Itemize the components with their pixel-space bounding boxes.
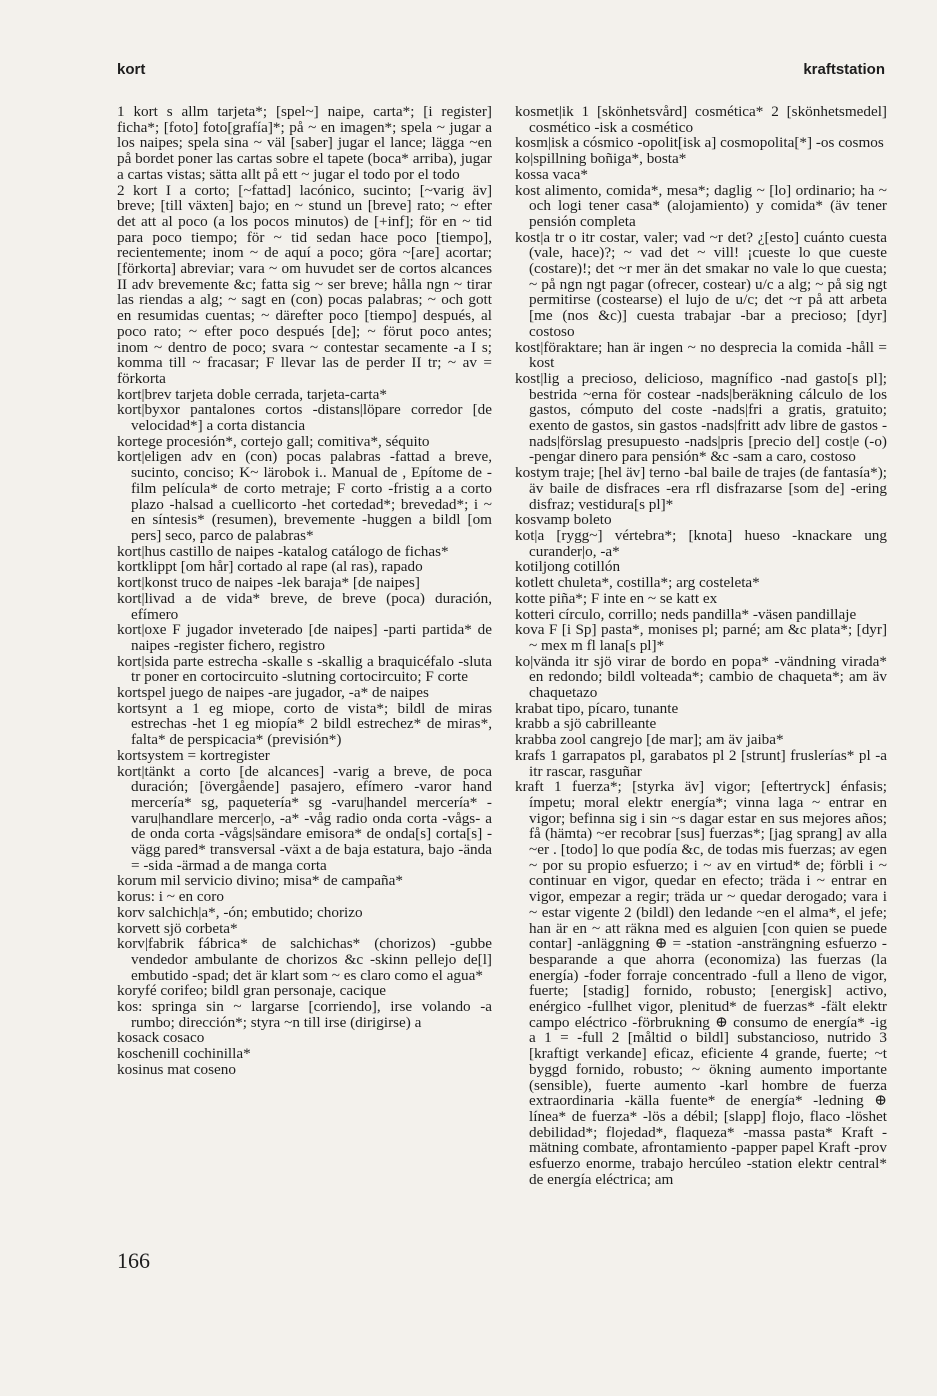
dictionary-entry: korus: i ~ en coro [117, 888, 224, 906]
dictionary-entry: krabba zool cangrejo [de mar]; am äv jaiba* [515, 731, 784, 749]
dictionary-entry: kort|livad a de vida* breve, de breve (poca) duración, efímero [117, 589, 492, 623]
dictionary-entry: kort|hus castillo de naipes -katalog catálogo de fichas* [117, 542, 449, 560]
dictionary-entry: kost|a tr o itr costar, valer; vad ~r det? ¿[esto] cuánto cuesta (vale, hace)?; ~ vad det ~ vill! ¡cueste lo que cueste (costare)!; det ~r mer än det smakar no vale lo que cuesta; ~ på ngn ngt pagar (ofrecer, costear) u/c a alg; ~ på sig ngt permitirse (costearse) el lujo de u/c; det ~r på att arbeta [me (nos &c)] cuesta trabajar -bar a precioso; [dyr] costoso [515, 228, 887, 340]
dictionary-entry: korv salchich|a*, -ón; embutido; chorizo [117, 903, 363, 921]
dictionary-entry: kost alimento, comida*, mesa*; daglig ~ [lo] ordinario; ha ~ och logi tener casa* (alojamiento) y comida* (äv tener pensión completa [515, 181, 887, 230]
dictionary-entry: kosmet|ik 1 [skönhetsvård] cosmética* 2 [skönhetsmedel] cosmético -isk a cosmético [515, 104, 887, 136]
dictionary-entry: krabb a sjö cabrilleante [515, 715, 657, 733]
dictionary-entry: kort|sida parte estrecha -skalle s -skallig a braquicéfalo -sluta tr poner en cortocircuito -slutning cortocircuito; F corte [117, 652, 492, 686]
dictionary-entry: kot|a [rygg~] vértebra*; [knota] hueso -knackare ung curander|o, -a* [515, 526, 887, 560]
dictionary-entry: kost|föraktare; han är ingen ~ no desprecia la comida -håll = kost [515, 338, 887, 372]
dictionary-entry: 2 kort I a corto; [~fattad] lacónico, sucinto; [~varig äv] breve; [till växten] bajo; en ~ stund un [breve] rato; ~ efter det att al poco (a los pocos minutos) de [+inf]; för en ~ tid para poco tiempo; för ~ tid sedan hace poco [tiempo], recientemente; inom ~ de aquí a poco; göra ~[are] acortar; [förkorta] abreviar; vara ~ om huvudet ser de cortos alcances II adv brevemente &c; fatta sig ~ ser breve; hålla ngn ~ tirar las riendas a alg; ~ sagt en (con) pocas palabras; ~ och gott en resumidas cuentas; ~ därefter poco [tiempo] después, al poco rato; ~ efter poco después [de]; ~ förut poco antes; inom ~ dentro de poco; svara ~ contestar secamente -a I s; komma till ~ fracasar; F llevar las de perder II tr; ~ av = förkorta [117, 181, 492, 387]
dictionary-entry: krabat tipo, pícaro, tunante [515, 699, 679, 717]
dictionary-entry: kort|brev tarjeta doble cerrada, tarjeta-carta* [117, 385, 387, 403]
dictionary-entry: kortege procesión*, cortejo gall; comitiva*, séquito [117, 432, 430, 450]
dictionary-entry: kossa vaca* [515, 165, 588, 183]
dictionary-entry: kotteri círculo, corrillo; neds pandilla* -väsen pandillaje [515, 605, 857, 623]
dictionary-entry: kotiljong cotillón [515, 558, 621, 576]
dictionary-entry: kotlett chuleta*, costilla*; arg costeleta* [515, 574, 760, 592]
page-number: 166 [117, 1248, 150, 1273]
dictionary-entry: krafs 1 garrapatos pl, garabatos pl 2 [strunt] fruslerías* pl -a itr rascar, rasguñar [515, 746, 887, 780]
dictionary-entry: kort|byxor pantalones cortos -distans|löpare corredor [de velocidad*] a corta distancia [117, 401, 492, 435]
dictionary-entry: korv|fabrik fábrica* de salchichas* (chorizos) -gubbe vendedor ambulante de chorizos &c -skinn pellejo de[l] embutido -spad; det är klart som ~ es claro como el agua* [117, 935, 492, 984]
dictionary-entry: koryfé corifeo; bildl gran personaje, cacique [117, 982, 387, 1000]
dictionary-entry: kraft 1 fuerza*; [styrka äv] vigor; [eftertryck] énfasis; ímpetu; moral elektr energía*; vinna laga ~ entrar en vigor; befinna sig i sin ~s dagar estar en sus mejores años; få (hämta) ~er recobrar [sus] fuerzas*; [jag sprang] av alla ~er . [todo] lo que podía &c, de todas mis fuerzas; av egen ~ por su propio esfuerzo; i ~ av en virtud* de; förbli i ~ continuar en vigor, quedar en efecto; träda i ~ entrar en vigor, empezar a regir; träda ur ~ quedar derogado; vara i ~ estar vigente 2 (bildl) den ledande ~en el alma*, el jefe; han är en ~ att räkna med es alguien [con quien se puede contar] -anläggning ⊕ = -station -ansträngning esfuerzo -besparande a que ahorra (economiza) las fuerzas (la energía) -foder forraje concentrado -full a lleno de vigor, fuerte; [stadig] fornido, robusto; [energisk] activo, enérgico -fullhet vigor, plenitud* de fuerzas* -fält elektr campo eléctrico -förbrukning ⊕ consumo de energía* -ig a 1 = -full 2 [måltid o bildl] substancioso, nutrido 3 [kraftigt verkande] eficaz, eficiente 4 grande, fuerte; ~t byggd fornido, robusto; ~ ökning aumento importante (sensible), fuerte aumento -karl hombre de fuerza extraordinaria -källa fuente* de energía* -ledning ⊕ línea* de fuerza* -lös a débil; [slapp] flojo, flaco -löshet debilidad*; flojedad*, flaqueza* -massa pasta* Kraft -mätning combate, afrontamiento -papper papel Kraft -prov esfuerzo enorme, trabajo hercúleo -station elektr central* de energía eléctrica; am [515, 778, 887, 1188]
dictionary-entry: kosvamp boleto [515, 511, 612, 529]
guide-word-right: kraftstation [803, 61, 885, 78]
dictionary-entry: kortspel juego de naipes -are jugador, -a* de naipes [117, 684, 429, 702]
dictionary-entry: kort|oxe F jugador inveterado [de naipes] -parti partida* de naipes -register fichero, registro [117, 621, 492, 654]
dictionary-entry: ko|vända itr sjö virar de bordo en popa* -vändning virada* en redondo; bildl volteada*; cambio de chaqueta*; am äv chaquetazo [515, 652, 887, 702]
dictionary-entry: kotte piña*; F inte en ~ se katt ex [515, 589, 718, 607]
dictionary-entry: kosm|isk a cósmico -opolit[isk a] cosmopolita[*] -os cosmos [515, 134, 884, 152]
guide-word-left: kort [117, 61, 146, 78]
dictionary-entry: kort|tänkt a corto [de alcances] -varig a breve, de poca duración; [övergående] pasajero, efímero -varor hand mercería* sg, paquetería* sg -varu|handel mercería* -varu|handlare mercer|o, -a* -våg radio onda corta -vågs- a de onda corta -vågs|sändare emisora* de onda[s] corta[s] -vägg pared* transversal -växt a de baja estatura, bajo -ända = -sida -ärmad a de manga corta [117, 762, 492, 874]
dictionary-entry: kort|konst truco de naipes -lek baraja* [de naipes] [117, 574, 420, 592]
dictionary-entry: kortsynt a 1 eg miope, corto de vista*; bildl de miras estrechas -het 1 eg miopía* 2 bildl estrechez* de miras*, falta* de perspicacia* (previsión*) [117, 699, 492, 749]
dictionary-entry: korvett sjö corbeta* [117, 919, 238, 937]
dictionary-entry: 1 kort s allm tarjeta*; [spel~] naipe, carta*; [i register] ficha*; [foto] foto[grafía]*; på ~ en imagen*; spela ~ jugar a los naipes; spela sina ~ väl [saber] jugar el lance; lägga ~en på bordet poner las cartas sobre el tapete (boca* arriba), jugar a cartas vistas; sätta allt på ett ~ jugar el todo por el todo [117, 104, 492, 183]
dictionary-entry: ko|spillning boñiga*, bosta* [515, 150, 687, 168]
right-column [515, 104, 887, 1229]
dictionary-entry: kos: springa sin ~ largarse [corriendo], irse volando -a rumbo; dirección*; styra ~n till irse (dirigirse) a [117, 998, 492, 1031]
dictionary-entry: kostym traje; [hel äv] terno -bal baile de trajes (de fantasía*); äv baile de disfraces -era rfl disfrazarse [som de] -ering disfraz; vestidura[s pl]* [515, 464, 887, 513]
dictionary-entry: kort|eligen adv en (con) pocas palabras -fattad a breve, sucinto, conciso; K~ lärobok i.. Manual de , Epítome de -film película* de corto metraje; F corto -fristig a a corto plazo -halsad a cuellicorto -het cortedad*; brevedad*; i ~ en síntesis* (resumen), brevemente -huggen a bildl [om pers] seco, parco de palabras* [117, 448, 492, 544]
dictionary-entry: kortklippt [om hår] cortado al rape (al ras), rapado [117, 558, 423, 576]
dictionary-entry: kost|lig a precioso, delicioso, magnífico -nad gasto[s pl]; bestrida ~erna för costear -nads|beräkning cálculo de los gastos, cómputo del coste -nads|fri a gratis, gratuito; exento de gastos, sin gastos -nads|fritt adv libre de gastos -nads|förslag presupuesto -nads|pris [precio del] cost|e (-o) -pengar dinero para pensión* &c -sam a caro, costoso [515, 369, 887, 466]
dictionary-entry: kosack cosaco [117, 1029, 205, 1047]
dictionary-entry: kortsystem = kortregister [117, 746, 270, 764]
dictionary-entry: korum mil servicio divino; misa* de campaña* [117, 872, 403, 890]
dictionary-entry: kova F [i Sp] pasta*, monises pl; parné; am &c plata*; [dyr] ~ mex m fl lana[s pl]* [515, 621, 887, 654]
dictionary-entry: kosinus mat coseno [117, 1060, 236, 1078]
dictionary-entry: koschenill cochinilla* [117, 1045, 251, 1063]
left-column [117, 104, 492, 1244]
